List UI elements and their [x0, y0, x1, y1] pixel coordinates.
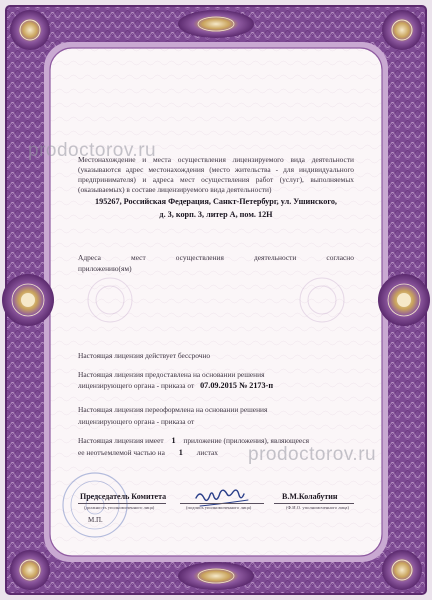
order-reference: 07.09.2015 № 2173-п	[200, 381, 274, 390]
appendix-suffix: приложение (приложения), являющееся	[183, 436, 310, 445]
caption-name: (Ф.И.О. уполномоченного лица)	[286, 505, 349, 510]
side-rosette-icon	[378, 274, 430, 326]
license-content	[78, 0, 354, 600]
places-word: осуществления	[175, 253, 224, 262]
corner-ornament-icon	[10, 10, 50, 50]
places-word: Адреса	[78, 253, 101, 262]
corner-ornament-icon	[10, 550, 50, 590]
sheets-line	[78, 447, 354, 458]
places-line-1	[78, 252, 354, 263]
caption-signature: (подпись уполномоченного лица)	[186, 505, 252, 510]
address-line-2: д. 3, корп. 3, литер А, пом. 12Н	[159, 210, 273, 219]
signature-underline	[180, 503, 264, 504]
appendix-prefix: Настоящая лицензия имеет	[78, 436, 164, 445]
appendix-line	[78, 435, 354, 446]
places-word: деятельности	[254, 253, 297, 262]
granted-label: лицензирующего органа - приказа от	[78, 381, 195, 390]
granted-line-1: Настоящая лицензия предоставлена на основании решения	[78, 370, 265, 379]
reissued-line-2: лицензирующего органа - приказа от	[78, 417, 195, 426]
sheets-prefix: ее неотъемлемой частью на	[78, 448, 165, 457]
places-line-2: приложению(ям)	[78, 264, 132, 273]
reissued-line-1: Настоящая лицензия переоформлена на основании решения	[78, 405, 268, 414]
name-underline	[274, 503, 354, 504]
location-intro: Местонахождение и места осуществления лицензируемого вида деятельности (указываются адрес местонахождения (место жительства - для индивидуального предпринимателя) и адреса мест осуществления работ (услуг), выполняемых (оказываемых) в составе лицензируемого вида деятельности)	[78, 155, 354, 194]
signatory-name: В.М.Колабутин	[282, 492, 338, 501]
corner-ornament-icon	[382, 550, 422, 590]
corner-ornament-icon	[382, 10, 422, 50]
signatory-title: Председатель Комитета	[80, 492, 167, 501]
stamp-place: М.П.	[88, 516, 103, 524]
places-word: мест	[131, 253, 146, 262]
watermark: prodoctorov.ru	[248, 444, 377, 465]
granted-line-2	[78, 380, 354, 391]
watermark: prodoctorov.ru	[28, 140, 157, 161]
caption-position: (должность уполномоченного лица)	[84, 505, 155, 510]
validity-text: Настоящая лицензия действует бессрочно	[78, 351, 211, 360]
appendix-count: 1	[171, 436, 176, 445]
side-rosette-icon	[2, 274, 54, 326]
sheets-count: 1	[178, 448, 183, 457]
sheets-suffix: листах	[196, 448, 218, 457]
position-underline	[78, 503, 166, 504]
places-word: согласно	[326, 253, 354, 262]
address-line-1: 195267, Российская Федерация, Санкт-Петербург, ул. Ушинского,	[95, 197, 337, 206]
